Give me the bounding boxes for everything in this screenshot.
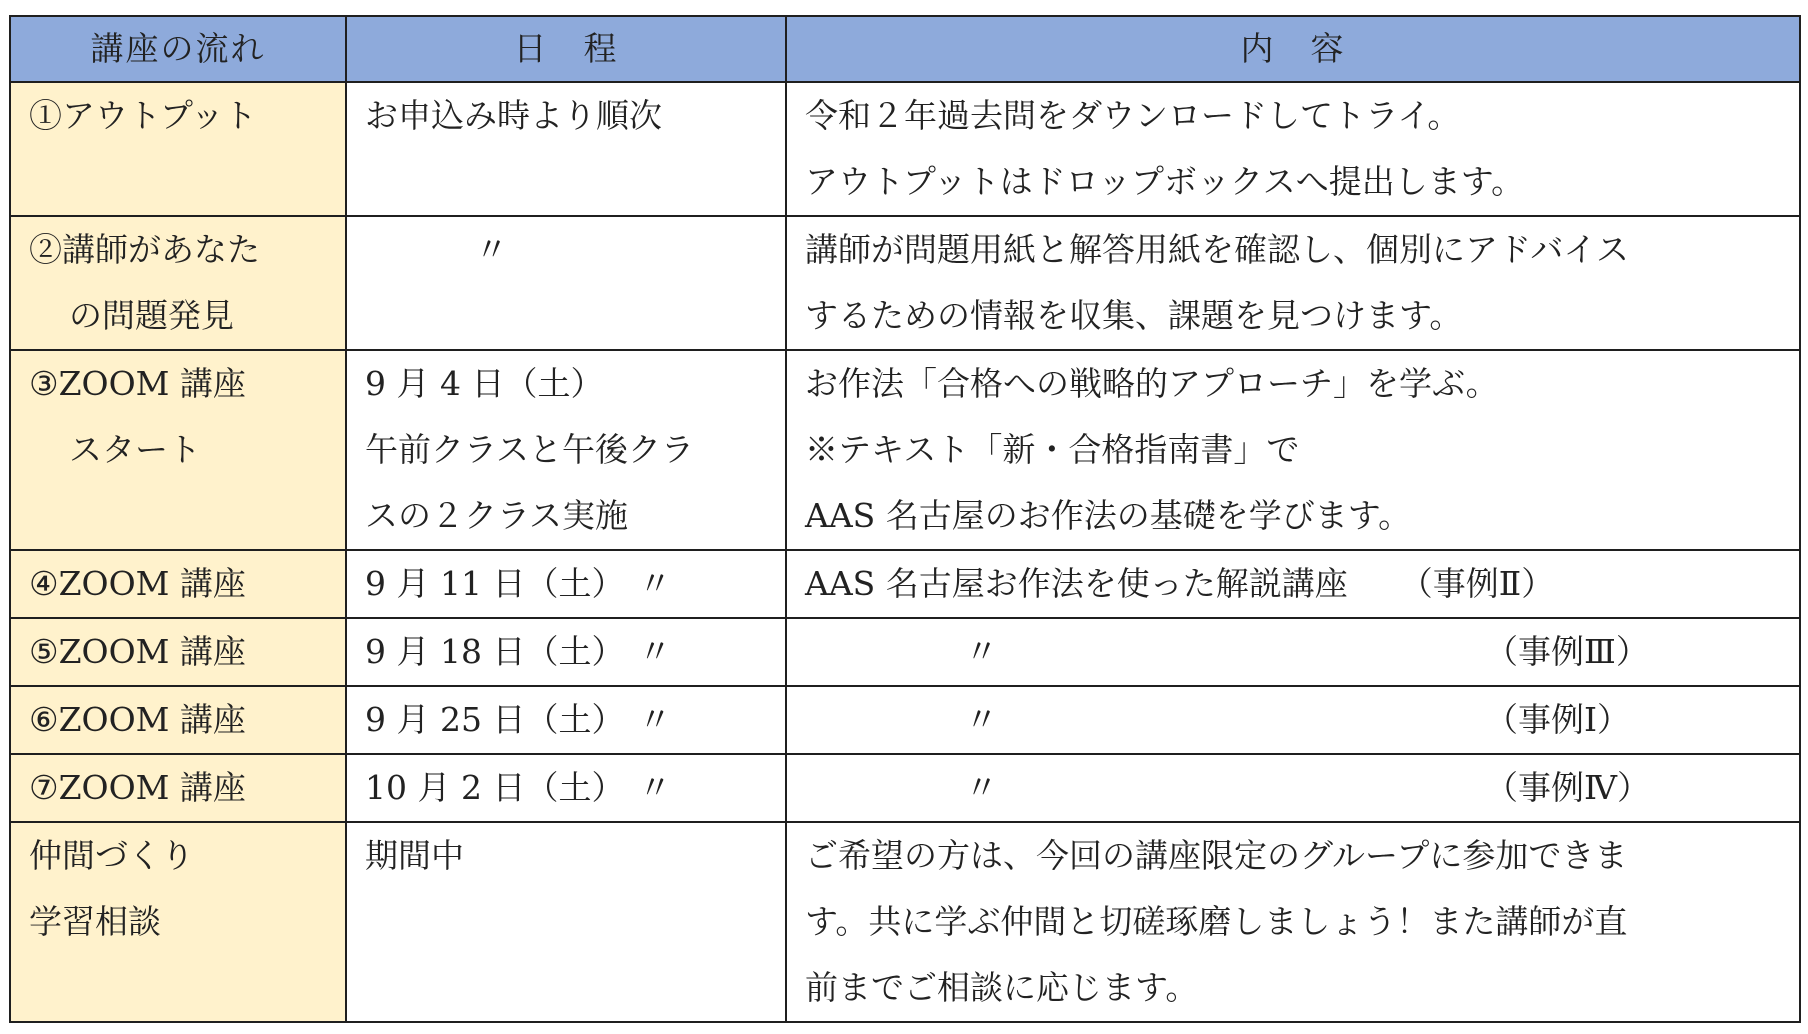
case-label: （事例Ⅰ） (1485, 700, 1631, 739)
header-date: 日 程 (346, 16, 786, 82)
schedule-table (9, 15, 1801, 1023)
date-cell (346, 550, 786, 618)
date-cell (346, 822, 786, 1022)
ditto-mark: 〃 (638, 700, 672, 739)
date-text: 午前クラスと午後クラ (365, 430, 695, 469)
step-cell (10, 216, 346, 350)
step-cell (10, 686, 346, 754)
step-label: ②講師があなた (29, 230, 260, 269)
step-label: ⑥ZOOM 講座 (29, 700, 246, 739)
header-step: 講座の流れ (10, 16, 346, 82)
content-line (805, 755, 1781, 821)
step-cell (10, 618, 346, 686)
date-text: 期間中 (365, 836, 464, 875)
content-line: AAS 名古屋のお作法の基礎を学びます。 (805, 496, 1412, 535)
ditto-mark: 〃 (638, 564, 672, 603)
header-content: 内 容 (786, 16, 1800, 82)
content-line (805, 687, 1781, 753)
case-label: （事例Ⅱ） (1399, 564, 1555, 603)
step-label: の問題発見 (69, 296, 234, 335)
step-label: スタート (69, 430, 201, 469)
step-cell (10, 550, 346, 618)
table-row (10, 550, 1800, 618)
table-row (10, 822, 1800, 1022)
table-row (10, 350, 1800, 550)
step-label: 学習相談 (29, 902, 161, 941)
date-line (365, 551, 767, 617)
date-line (365, 687, 767, 753)
step-cell (10, 754, 346, 822)
case-label: （事例Ⅳ） (1485, 768, 1650, 807)
step-cell (10, 350, 346, 550)
step-label: ⑤ZOOM 講座 (29, 632, 246, 671)
content-cell (786, 618, 1800, 686)
table-row (10, 82, 1800, 216)
date-text: 10 月 2 日（土） (365, 768, 625, 807)
step-label: ⑦ZOOM 講座 (29, 768, 246, 807)
date-cell (346, 82, 786, 216)
date-text: スの２クラス実施 (365, 496, 629, 535)
step-label: ①アウトプット (29, 96, 257, 135)
step-label: 仲間づくり (29, 836, 194, 875)
ditto-mark: 〃 (475, 230, 508, 269)
table-row (10, 216, 1800, 350)
ditto-mark: 〃 (638, 632, 672, 671)
table-header (10, 16, 1800, 82)
content-cell (786, 350, 1800, 550)
content-line: するための情報を収集、課題を見つけます。 (805, 296, 1463, 335)
date-cell (346, 216, 786, 350)
date-cell (346, 350, 786, 550)
table-row (10, 754, 1800, 822)
date-cell (346, 754, 786, 822)
step-label: ③ZOOM 講座 (29, 364, 246, 403)
ditto-mark: 〃 (965, 768, 998, 807)
content-cell (786, 822, 1800, 1022)
content-line: 令和２年過去問をダウンロードしてトライ。 (805, 96, 1461, 135)
content-cell (786, 82, 1800, 216)
date-cell (346, 686, 786, 754)
content-line: アウトプットはドロップボックスへ提出します。 (805, 162, 1525, 201)
content-line: ※テキスト「新・合格指南書」で (805, 430, 1300, 469)
step-cell (10, 82, 346, 216)
date-text: 9 月 25 日（土） (365, 700, 625, 739)
ditto-mark: 〃 (965, 632, 998, 671)
step-cell (10, 822, 346, 1022)
step-label: ④ZOOM 講座 (29, 564, 246, 603)
table-row (10, 618, 1800, 686)
ditto-mark: 〃 (638, 768, 672, 807)
content-text: AAS 名古屋お作法を使った解説講座 (805, 564, 1348, 603)
date-line (365, 755, 767, 821)
content-line: 講師が問題用紙と解答用紙を確認し、個別にアドバイス (805, 230, 1630, 269)
date-line (365, 619, 767, 685)
date-text: 9 月 4 日（土） (365, 364, 604, 403)
date-cell (346, 618, 786, 686)
header-row (10, 16, 1800, 82)
content-line (805, 619, 1781, 685)
ditto-mark: 〃 (965, 700, 998, 739)
table-row (10, 686, 1800, 754)
content-cell (786, 216, 1800, 350)
content-cell (786, 686, 1800, 754)
content-line: お作法「合格への戦略的アプローチ」を学ぶ。 (805, 364, 1499, 403)
date-text: お申込み時より順次 (365, 96, 662, 135)
content-cell (786, 754, 1800, 822)
case-label: （事例Ⅲ） (1485, 632, 1649, 671)
content-line: 前までご相談に応じます。 (805, 968, 1199, 1007)
date-text: 9 月 18 日（土） (365, 632, 625, 671)
content-line: ご希望の方は、今回の講座限定のグループに参加できま (805, 836, 1628, 875)
date-text: 9 月 11 日（土） (365, 564, 625, 603)
table-body (10, 82, 1800, 1022)
content-line: す。共に学ぶ仲間と切磋琢磨しましょう！また講師が直 (805, 902, 1628, 941)
content-line (805, 551, 1781, 617)
content-cell (786, 550, 1800, 618)
